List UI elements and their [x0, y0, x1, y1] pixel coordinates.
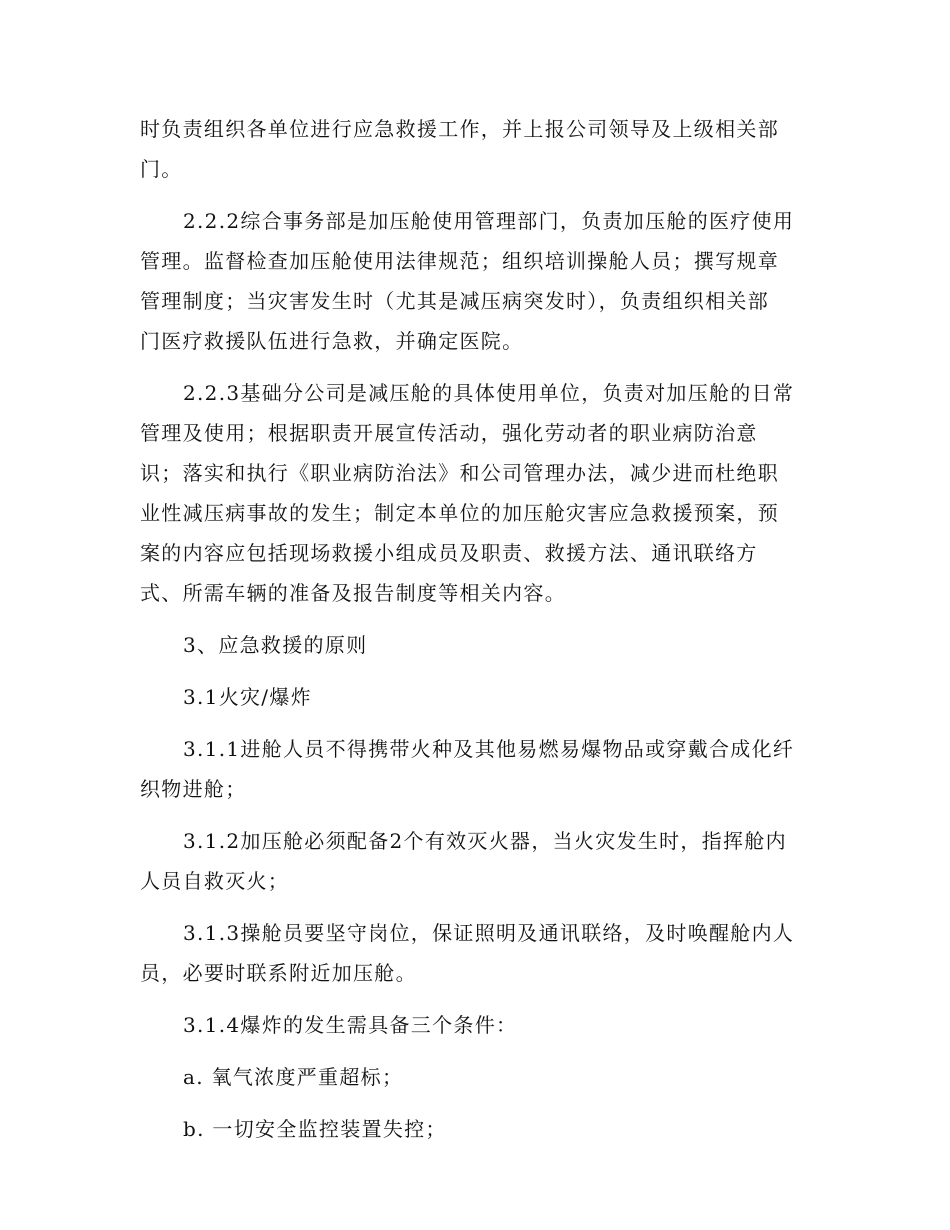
text-line: 2.2.2综合事务部是加压舱使用管理部门，负责加压舱的医疗使用 — [183, 209, 795, 233]
text-line: 识；落实和执行《职业病防治法》和公司管理办法，减少进而杜绝职 — [140, 461, 779, 485]
text-line: 人员自救灭火； — [140, 869, 290, 893]
text-line: 管理制度；当灾害发生时（尤其是减压病突发时），负责组织相关部 — [140, 289, 769, 313]
text-line: 管理。监督检查加压舱使用法律规范；组织培训操舱人员；撰写规章 — [140, 249, 779, 273]
document-body — [140, 109, 812, 1161]
text-line: 2.2.3基础分公司是减压舱的具体使用单位，负责对加压舱的日常 — [183, 381, 795, 405]
text-line: 员，必要时联系附近加压舱。 — [140, 961, 417, 985]
paragraph-section-3-1-3 — [140, 913, 812, 993]
list-item-text: b. 一切安全监控装置失控； — [183, 1117, 447, 1141]
text-line: 3.1.4爆炸的发生需具备三个条件： — [183, 1013, 518, 1037]
paragraph-section-3-1-2 — [140, 821, 812, 901]
text-line: 门。 — [140, 157, 183, 181]
section-heading-text: 3.1火灾/爆炸 — [183, 685, 312, 709]
text-line: 织物进舱； — [140, 777, 247, 801]
text-line: 时负责组织各单位进行应急救援工作，并上报公司领导及上级相关部 — [140, 117, 779, 141]
list-item-a — [140, 1057, 812, 1097]
paragraph-section-3-1-1 — [140, 729, 812, 809]
text-line: 3.1.2加压舱必须配备2个有效灭火器，当火灾发生时，指挥舱内 — [183, 829, 787, 853]
paragraph-section-3-1-4 — [140, 1005, 812, 1045]
list-item-text: a. 氧气浓度严重超标； — [183, 1065, 404, 1089]
text-line: 管理及使用；根据职责开展宣传活动，强化劳动者的职业病防治意 — [140, 421, 758, 445]
text-line: 门医疗救援队伍进行急救，并确定医院。 — [140, 329, 524, 353]
list-item-b — [140, 1109, 812, 1149]
text-line: 案的内容应包括现场救援小组成员及职责、救援方法、通讯联络方 — [140, 541, 758, 565]
section-heading-3 — [140, 625, 812, 665]
section-heading-text: 3、应急救援的原则 — [183, 633, 368, 657]
text-line: 业性减压病事故的发生；制定本单位的加压舱灾害应急救援预案，预 — [140, 501, 779, 525]
paragraph-section-2-2-3 — [140, 373, 812, 613]
section-heading-3-1 — [140, 677, 812, 717]
text-line: 3.1.1进舱人员不得携带火种及其他易燃易爆物品或穿戴合成化纤 — [183, 737, 795, 761]
text-line: 3.1.3操舱员要坚守岗位，保证照明及通讯联络，及时唤醒舱内人 — [183, 921, 795, 945]
paragraph-section-2-2-2 — [140, 201, 812, 361]
paragraph-responsibility-continuation — [140, 109, 812, 189]
text-line: 式、所需车辆的准备及报告制度等相关内容。 — [140, 581, 566, 605]
